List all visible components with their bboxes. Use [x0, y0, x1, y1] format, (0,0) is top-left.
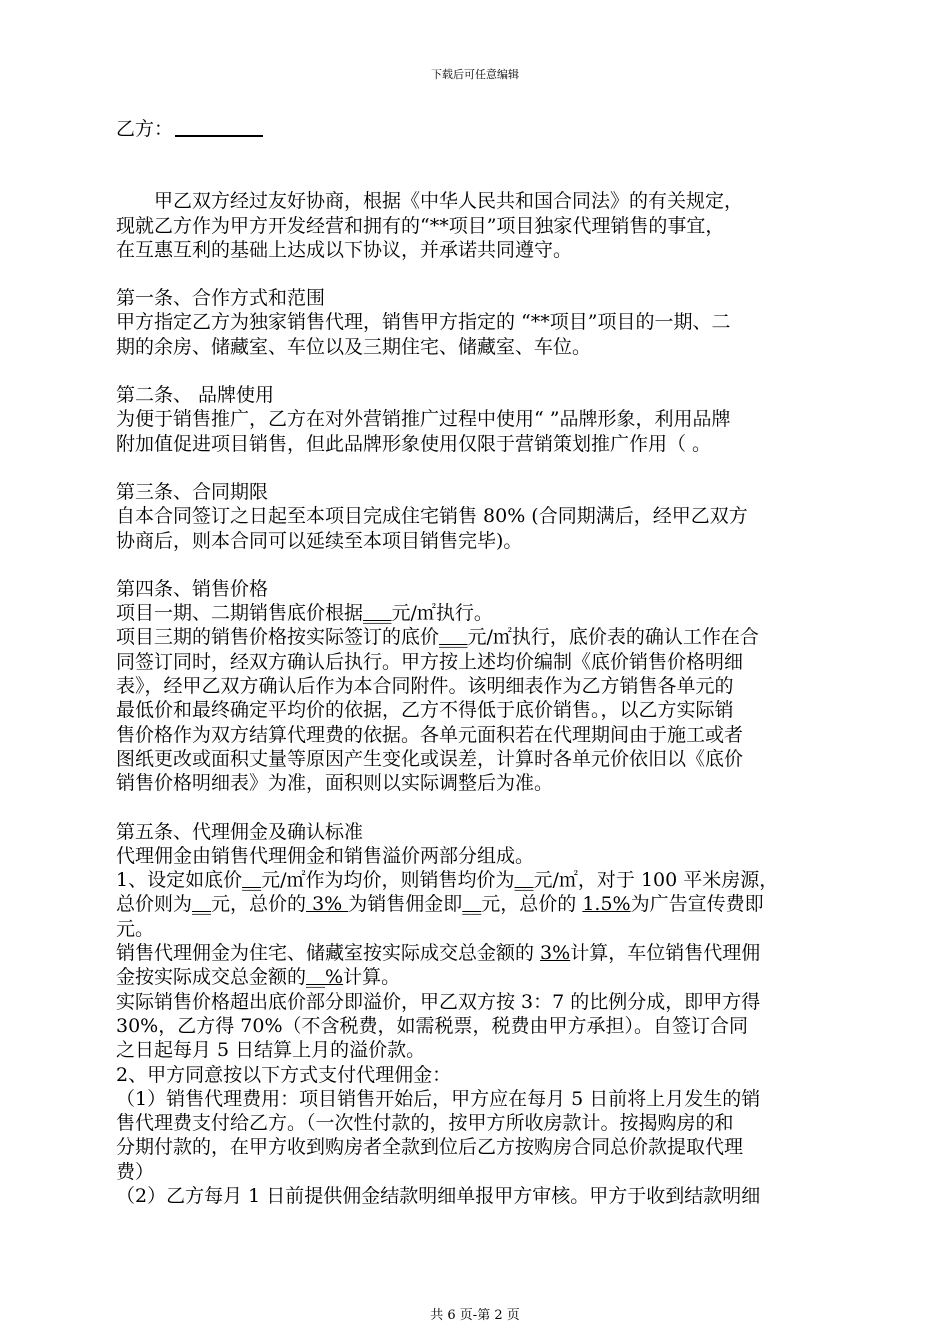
- section-4-line: 项目三期的销售价格按实际签订的底价___元/㎡执行，底价表的确认工作在合: [116, 626, 759, 649]
- section-4-line: 表》，经甲乙双方确认后作为本合同附件。该明细表作为乙方销售各单元的: [116, 675, 734, 698]
- section-4-line: 图纸更改或面积丈量等原因产生变化或误差，计算时各单元价依旧以《底价: [116, 747, 744, 770]
- party-b-blank: [175, 117, 263, 137]
- section-5-line: 30%，乙方得 70%（不含税费，如需税票，税费由甲方承担）。自签订合同: [116, 1014, 749, 1037]
- section-4-title: 第四条、销售价格: [116, 577, 269, 600]
- section-4-line: 售价格作为双方结算代理费的依据。各单元面积若在代理期间由于施工或者: [116, 723, 744, 746]
- intro-line-1: 甲乙双方经过友好协商，根据《中华人民共和国合同法》的有关规定，: [154, 190, 744, 213]
- section-5-title: 第五条、代理佣金及确认标准: [116, 820, 364, 843]
- section-4-line: 销售价格明细表》为准，面积则以实际调整后为准。: [116, 772, 554, 795]
- section-5-line: 2、甲方同意按以下方式支付代理佣金：: [116, 1063, 452, 1086]
- document-body: [116, 117, 866, 1208]
- section-5-line: 金按实际成交总金额的__%计算。: [116, 966, 401, 989]
- section-1-line: 甲方指定乙方为独家销售代理，销售甲方指定的 “**项目”项目的一期、二: [116, 311, 731, 334]
- section-3-title: 第三条、合同期限: [116, 480, 269, 503]
- section-5-line: （2）乙方每月 1 日前提供佣金结款明细单报甲方审核。甲方于收到结款明细: [116, 1184, 761, 1207]
- section-5-line: 之日起每月 5 日结算上月的溢价款。: [116, 1039, 426, 1062]
- party-b-label: 乙方：: [116, 118, 174, 140]
- section-5-line: （1）销售代理费用：项目销售开始后，甲方应在每月 5 日前将上月发生的销: [116, 1087, 761, 1110]
- section-4-line: 同签订同时，经双方确认后执行。甲方按上述均价编制《底价销售价格明细: [116, 650, 744, 673]
- page-footer: 共 6 页-第 2 页: [430, 1308, 520, 1323]
- section-2-line: 为便于销售推广，乙方在对外营销推广过程中使用“ ”品牌形象，利用品牌: [116, 408, 731, 431]
- section-5-line: 代理佣金由销售代理佣金和销售溢价两部分组成。: [116, 844, 535, 867]
- section-1-title: 第一条、合作方式和范围: [116, 287, 326, 310]
- intro-line-2: 现就乙方作为甲方开发经营和拥有的“**项目”项目独家代理销售的事宜，: [116, 214, 725, 237]
- section-5-line: 费）: [116, 1160, 155, 1183]
- intro-line-3: 在互惠互利的基础上达成以下协议，并承诺共同遵守。: [116, 238, 573, 261]
- section-5-line: 1、设定如底价__元/㎡作为均价，则销售均价为__元/㎡，对于 100 平米房源，: [116, 869, 779, 892]
- section-5-line: 售代理费支付给乙方。（一次性付款的，按甲方所收房款计。按揭购房的和: [116, 1112, 734, 1135]
- section-1-line: 期的余房、储藏室、车位以及三期住宅、储藏室、车位。: [116, 335, 592, 358]
- section-4-line: 项目一期、二期销售底价根据___元/㎡执行。: [116, 602, 493, 625]
- page-header: 下载后可任意编辑: [431, 68, 519, 81]
- section-5-line: 元。: [116, 917, 155, 940]
- section-2-title: 第二条、 品牌使用: [116, 384, 275, 407]
- section-5-line: 总价则为__元，总价的 3% 为销售佣金即__元，总价的 1.5%为广告宣传费即: [116, 893, 764, 916]
- party-b-line: [116, 117, 866, 141]
- section-5-line: 实际销售价格超出底价部分即溢价，甲乙双方按 3：7 的比例分成，即甲方得: [116, 990, 761, 1013]
- section-4-line: 最低价和最终确定平均价的依据，乙方不得低于底价销售。，以乙方实际销: [116, 699, 734, 722]
- section-2-line: 附加值促进项目销售，但此品牌形象使用仅限于营销策划推广作用（ 。: [116, 432, 712, 455]
- section-3-line: 自本合同签订之日起至本项目完成住宅销售 80% (合同期满后，经甲乙双方: [116, 505, 748, 528]
- section-3-line: 协商后，则本合同可以延续至本项目销售完毕)。: [116, 529, 523, 552]
- section-5-line: 销售代理佣金为住宅、储藏室按实际成交总金额的 3%计算，车位销售代理佣: [116, 942, 761, 965]
- section-5-line: 分期付款的，在甲方收到购房者全款到位后乙方按购房合同总价款提取代理: [116, 1136, 744, 1159]
